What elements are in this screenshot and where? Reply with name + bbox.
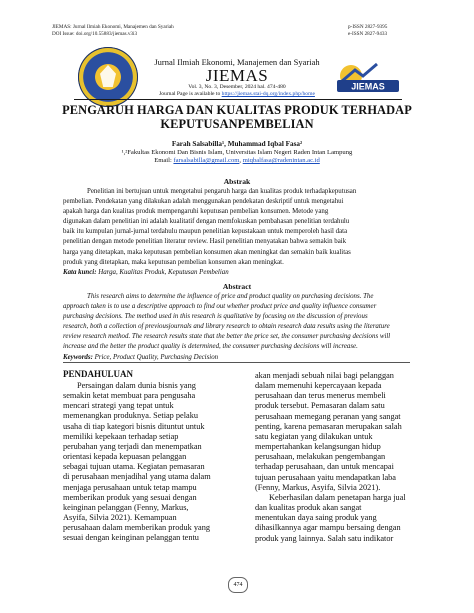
keywords-text: Price, Product Quality, Purchasing Decision [92,353,219,361]
abstrak-heading: Abstrak [223,177,251,186]
left-col-line: Asyifa, Silvia 2021). Kemampuan [63,513,177,523]
left-col-line: perubahan yang terjadi dan menempatkan [63,441,202,451]
abstract-line: This research aims to determine the influence of price and product quality on purchasing decisions. The [87,293,374,300]
pendahuluan-heading: PENDAHULUAN [63,369,134,379]
left-col-line: Persaingan dalam dunia bisnis yang [77,381,196,390]
left-col-line: perusahaan dalam memberikan produk yang [63,523,210,533]
kata-kunci-label: Kata kunci: [63,268,97,276]
email-label: Email: [154,157,174,164]
abstract-line: review research method. The research results state that the better the price set, the consumer purchasing decisions will [63,333,391,341]
abstrak-line: penelitian dengan metode penelitian literatur review. Hasil penelitian menyatakan bahwa semakin baik [63,238,347,246]
kata-kunci-text: Harga, Kualitas Produk, Keputusan Pembelian [96,268,229,276]
right-col-line: dihasilkannya agar mampu bersaing dengan [255,523,401,533]
left-col-line: orientasi kepada kepuasan pelanggan [63,452,187,462]
right-col-line: Keberhasilan dalam penetapan harga jual [269,492,406,502]
abstract-heading: Abstract [222,282,252,291]
header-journal-line: JIEMAS: Jurnal Ilmiah Ekonomi, Manajemen dan Syariah [52,24,174,30]
abstract-line: approach taken is to use a descriptive approach to find out whether product price and quality influence consumer [63,303,377,311]
right-col-line: (Fenny, Markus, Asyifa, Silvia 2021). [255,482,381,492]
abstrak-line: pembelian. Pendekatan yang dilakukan adalah menggunakan pendekatan deskriptif untuk mengetahui [63,198,344,206]
right-col-line: satu kegiatan yang dilakukan untuk [255,431,373,441]
journal-available-prefix: Journal Page is available to [159,91,222,97]
right-col-line: menentukan daya saing produk yang [255,513,377,523]
journal-url-link[interactable]: https://jiemas.stai-dq.org/index.php/home [221,91,315,97]
right-col-line: terhadap perusahaan, dan untuk mencapai [255,462,394,472]
left-col-line: semakin ketat membuat para pengusaha [63,391,196,401]
left-column [63,381,227,544]
left-col-line: di perusahaan menjadihal yang utama dalam [63,472,211,482]
header-pissn: p-ISSN 2827-9395 [348,24,388,30]
right-col-line: akan menjadi sebuah nilai bagi pelanggan [255,371,394,380]
affiliation: ¹,²Fakultas Ekonomi Dan Bisnis Islam, Universitas Islam Negeri Raden Intan Lampung [121,149,353,156]
header-doi-line: DOI Issue: doi.org/10.55883/jiemas.v3i3 [52,30,138,37]
right-col-line: perusahaan, melakukan pengembangan [255,452,386,462]
right-col-line: dalam memenuhi kepercayaan kepada [255,381,382,391]
right-col-line: produk yang lainnya. Salah satu indikator [255,533,394,543]
left-col-line: sebagai tujuan utama. Kegiatan pemasaran [63,462,205,472]
header-right [348,24,387,37]
right-col-line: penting, karena pemasaran merupakan salah [255,421,402,431]
email-line [0,157,474,165]
abstract-line: increase and the better the product quality is determined, the consumer purchasing decisions will increase. [63,343,358,351]
left-col-line: mencari strategi yang tepat untuk [63,401,174,411]
abstract-divider [63,362,410,363]
email-separator: , [239,157,243,164]
article-title-line1: PENGARUH HARGA DAN KUALITAS PRODUK TERHADAP [62,103,412,117]
abstrak-line: produk yang ditetapkan, maka keputusan pembelian konsumen akan meningkat. [63,258,284,266]
left-col-line: menjaga perusahaan untuk tetap mampu [63,482,197,492]
authors: Farah Salsabilla¹, Muhammad Iqbal Fasa² [171,140,303,148]
page-number: 474 [228,577,248,593]
left-col-line: memberikan produk yang sesuai dengan [63,492,197,502]
right-col-line: perusahaan memegang peranan yang sangat [255,411,401,421]
abstract-line: research, both a collection of previousjournals and library research to obtain research data results using the literature [63,323,390,331]
right-column [255,371,415,544]
journal-name: JIEMAS [205,66,269,85]
right-col-line: produk tersebut. Pemasaran dalam satu [255,401,385,411]
right-col-line: tujuan perusahaan yaitu mendapatkan laba [255,472,396,482]
journal-subtitle: Jurnal Ilmiah Ekonomi, Manajemen dan Syariah [154,57,320,67]
abstrak-line: digunakan dalam penelitian ini adalah kualitatif dengan memfokuskan pembahasan penelitian terdahulu [63,218,350,226]
abstrak-keywords [63,268,410,278]
right-col-line: dan kualitas produk akan sangat [255,503,362,513]
right-col-line: mempertahankan kelangsungan hidup [255,442,381,452]
left-col-line: usaha di tiap kategori bisnis dituntut untuk [63,421,205,431]
keywords-label: Keywords: [63,353,93,361]
left-col-line: sesuai dengan keinginan pelanggan tentu [63,533,199,543]
left-col-line: memenangkan produknya. Setiap pelaku [63,411,199,421]
abstrak-line: apakah harga dan kualitas produk mempengaruhi keputusan pembelian konsumen. Metode yang [63,208,329,216]
abstract-line: purchasing decisions. The method used in this research is qualitative by focusing on the discussion of previous [63,313,368,321]
jiemas-logo-text: JIEMAS [351,81,385,92]
journal-available [0,91,474,97]
journal-volume: Vol. 3, No. 3, Desember, 2024 hal. 474-480 [188,84,286,90]
abstrak-body [63,187,410,278]
header-left [52,24,174,37]
abstrak-line: baik itu kumpulan jurnal-jurnal terdahulu maupun penelitian kepustakaan untuk memperoleh hasil data [63,228,348,236]
email-link-1[interactable]: farsalsabilla@gmail.com [173,157,240,164]
right-col-line: perusahaan dan terus menerus membeli [255,391,386,401]
header-eissn: e-ISSN 2827-9433 [348,30,388,37]
email-link-2[interactable]: miqbalfasa@radenintan.ac.id [242,157,320,164]
abstrak-line: Penelitian ini bertujuan untuk mengetahui pengaruh harga dan kualitas produk terhadapkeputusan [87,188,357,195]
abstrak-line: harga yang ditetapkan, maka keputusan pembelian konsumen akan meningkat dan semakin baik kualitas [63,248,351,256]
left-col-line: memiliki kepekaan terhadap setiap [63,431,179,441]
article-title-line2: KEPUTUSANPEMBELIAN [160,117,314,131]
abstract-body [63,292,410,363]
left-col-line: keinginan pelanggan (Fenny, Markus, [63,502,189,512]
header-divider [74,99,402,100]
